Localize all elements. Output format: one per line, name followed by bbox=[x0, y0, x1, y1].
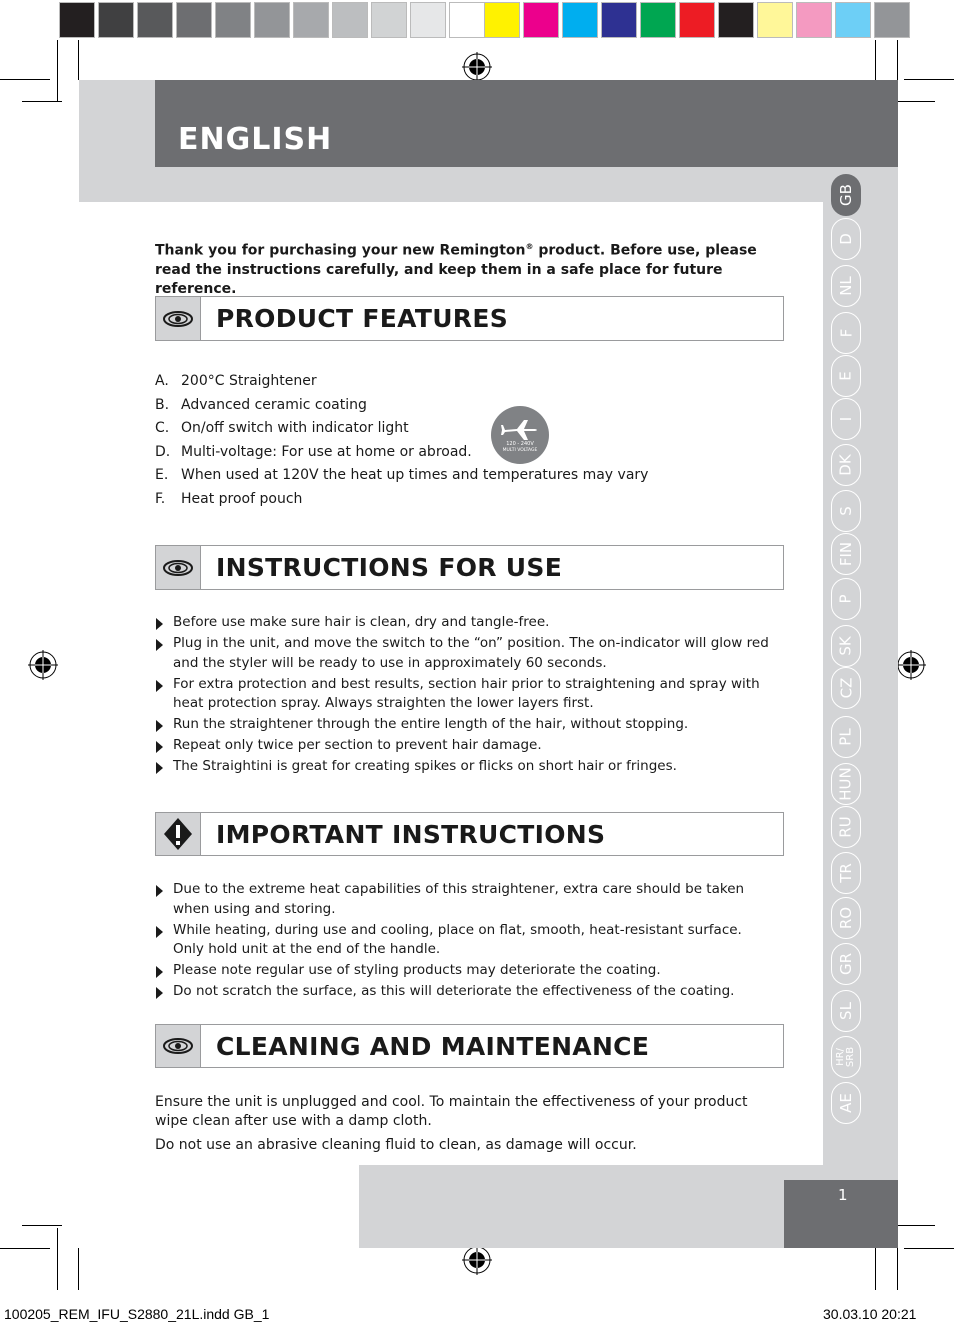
bullet-item: Run the straightener through the entire length of the hair, without stopping. bbox=[155, 715, 775, 735]
language-tab-nl[interactable] bbox=[831, 265, 861, 307]
process-swatch bbox=[796, 2, 832, 38]
crop-mark bbox=[895, 101, 935, 102]
feature-letter: F. bbox=[155, 490, 166, 507]
language-tab-gb[interactable] bbox=[831, 174, 861, 216]
voltage-badge-line2: MULTI VOLTAGE bbox=[502, 448, 538, 453]
process-swatch bbox=[679, 2, 715, 38]
cleaning-paragraph: Ensure the unit is unplugged and cool. To maintain the effectiveness of your product wipe clean after use with a damp cloth. bbox=[155, 1094, 748, 1129]
registration-mark-icon bbox=[28, 650, 58, 680]
feature-text: 200°C Straightener bbox=[181, 373, 317, 389]
language-tab-label: S bbox=[837, 506, 855, 516]
crop-mark bbox=[22, 101, 62, 102]
crop-mark bbox=[22, 1225, 62, 1226]
language-tab-label: SL bbox=[836, 1002, 855, 1020]
process-swatch bbox=[484, 2, 520, 38]
crop-mark bbox=[897, 40, 898, 80]
grey-swatch bbox=[137, 2, 173, 38]
language-tab-label: HUN bbox=[837, 767, 856, 801]
language-tab-sl[interactable] bbox=[831, 990, 861, 1032]
process-swatch bbox=[640, 2, 676, 38]
feature-letter: C. bbox=[155, 420, 170, 436]
section-title: INSTRUCTIONS FOR USE bbox=[216, 553, 563, 582]
language-tab-hrsrb[interactable] bbox=[831, 1036, 861, 1078]
grey-swatch bbox=[449, 2, 485, 38]
language-tab-label: AE bbox=[837, 1093, 855, 1113]
eye-icon bbox=[156, 546, 201, 589]
feature-text: Heat proof pouch bbox=[181, 490, 303, 507]
crop-mark bbox=[0, 79, 50, 80]
bullet-item: Please note regular use of styling products may deteriorate the coating. bbox=[155, 961, 775, 981]
language-tab-tr[interactable] bbox=[831, 852, 861, 894]
process-color-bar bbox=[482, 0, 911, 40]
section-title: PRODUCT FEATURES bbox=[216, 304, 509, 333]
language-tab-d[interactable] bbox=[831, 218, 861, 260]
feature-text: On/off switch with indicator light bbox=[181, 420, 409, 436]
process-swatch bbox=[718, 2, 754, 38]
registration-mark-icon bbox=[462, 1245, 492, 1275]
feature-item bbox=[155, 370, 755, 394]
language-tab-label: CZ bbox=[837, 677, 855, 699]
feature-letter: B. bbox=[155, 396, 170, 413]
bullet-item: For extra protection and best results, section hair prior to straightening and spray with heat protection spray. Always straighten the lower layers first. bbox=[155, 675, 775, 714]
feature-letter: D. bbox=[155, 443, 171, 460]
process-swatch bbox=[835, 2, 871, 38]
feature-text: Multi-voltage: For use at home or abroad. bbox=[181, 443, 472, 460]
section-title: IMPORTANT INSTRUCTIONS bbox=[216, 820, 606, 849]
bullet-item: Due to the extreme heat capabilities of this straightener, extra care should be taken when using and storing. bbox=[155, 880, 775, 919]
grey-swatch bbox=[215, 2, 251, 38]
language-tab-cz[interactable] bbox=[831, 667, 861, 709]
language-tab-label: P bbox=[836, 594, 855, 604]
feature-item bbox=[155, 394, 755, 418]
intro-text-part: product. Before use, please read the instructions carefully, and keep them in a safe place for future reference. bbox=[155, 242, 757, 297]
process-swatch bbox=[757, 2, 793, 38]
registration-mark-icon bbox=[462, 52, 492, 82]
section-instructions-for-use bbox=[155, 545, 784, 590]
multi-voltage-badge bbox=[491, 406, 549, 464]
page-number: 1 bbox=[838, 1186, 848, 1204]
language-tab-hun[interactable] bbox=[831, 763, 861, 805]
language-tab-ru[interactable] bbox=[831, 806, 861, 848]
crop-mark bbox=[57, 40, 58, 102]
grey-swatch bbox=[176, 2, 212, 38]
crop-mark bbox=[904, 79, 954, 80]
language-tab-label: HR/ SRB bbox=[835, 1046, 856, 1068]
eye-icon bbox=[156, 297, 201, 340]
language-tab-i[interactable] bbox=[831, 398, 861, 440]
crop-mark bbox=[0, 1248, 50, 1249]
feature-text: When used at 120V the heat up times and temperatures may vary bbox=[181, 467, 649, 483]
bullet-item: Do not scratch the surface, as this will deteriorate the effectiveness of the coating. bbox=[155, 982, 775, 1002]
crop-mark bbox=[897, 1248, 898, 1290]
crop-mark bbox=[78, 1248, 79, 1290]
feature-letter: E. bbox=[155, 467, 169, 483]
important-list bbox=[155, 880, 775, 1003]
language-tab-label: NL bbox=[836, 276, 855, 296]
language-tab-label: SK bbox=[836, 636, 855, 656]
grey-swatch bbox=[332, 2, 368, 38]
bullet-item: Before use make sure hair is clean, dry and tangle-free. bbox=[155, 613, 775, 633]
crop-mark bbox=[895, 1225, 935, 1226]
language-tab-fin[interactable] bbox=[831, 533, 861, 575]
intro-text-part: Thank you for purchasing your new Remington bbox=[155, 242, 526, 259]
language-tab-ae[interactable] bbox=[831, 1082, 861, 1124]
language-tab-label: RO bbox=[836, 906, 855, 930]
grey-swatch bbox=[98, 2, 134, 38]
language-tab-label: DK bbox=[836, 454, 855, 476]
language-tab-s[interactable] bbox=[831, 490, 861, 532]
language-tab-p[interactable] bbox=[831, 578, 861, 620]
language-tab-label: I bbox=[837, 416, 855, 422]
eye-icon bbox=[156, 1025, 201, 1067]
process-swatch bbox=[523, 2, 559, 38]
language-tab-sk[interactable] bbox=[831, 625, 861, 667]
language-tab-e[interactable] bbox=[831, 355, 861, 397]
cleaning-paragraph: Do not use an abrasive cleaning fluid to clean, as damage will occur. bbox=[155, 1137, 637, 1153]
bullet-item: Plug in the unit, and move the switch to the “on” position. The on-indicator will glow red and the styler will be ready to use in approximately 60 seconds. bbox=[155, 634, 775, 673]
registered-mark: ® bbox=[525, 242, 534, 251]
feature-letter: A. bbox=[155, 373, 169, 389]
crop-mark bbox=[57, 1228, 58, 1290]
grey-swatch bbox=[59, 2, 95, 38]
voltage-badge-line1: 120 - 240V bbox=[506, 441, 534, 447]
language-tab-label: D bbox=[837, 233, 855, 245]
language-tab-dk[interactable] bbox=[831, 444, 861, 486]
language-tab-pl[interactable] bbox=[831, 716, 861, 758]
language-tab-ro[interactable] bbox=[831, 897, 861, 939]
language-tab-label: RU bbox=[837, 816, 855, 838]
feature-text: Advanced ceramic coating bbox=[181, 396, 367, 413]
feature-item bbox=[155, 417, 755, 441]
feature-item bbox=[155, 441, 755, 465]
process-swatch bbox=[874, 2, 910, 38]
warning-icon bbox=[156, 813, 201, 855]
features-list bbox=[155, 370, 755, 511]
intro-text bbox=[155, 237, 780, 299]
airplane-icon bbox=[491, 406, 549, 464]
feature-item bbox=[155, 488, 755, 512]
process-swatch bbox=[562, 2, 598, 38]
grey-swatch bbox=[254, 2, 290, 38]
grey-color-bar bbox=[57, 0, 486, 40]
section-title: CLEANING AND MAINTENANCE bbox=[216, 1032, 650, 1061]
language-tab-gr[interactable] bbox=[831, 943, 861, 985]
language-tab-label: E bbox=[836, 371, 855, 381]
language-tab-f[interactable] bbox=[831, 312, 861, 354]
crop-mark bbox=[904, 1248, 954, 1249]
instructions-list bbox=[155, 613, 775, 778]
bullet-item: While heating, during use and cooling, place on flat, smooth, heat-resistant surface. Only hold unit at the end of the handle. bbox=[155, 921, 775, 960]
language-tab-label: PL bbox=[837, 728, 855, 746]
grey-swatch bbox=[410, 2, 446, 38]
language-tab-label: TR bbox=[837, 863, 855, 883]
grey-swatch bbox=[371, 2, 407, 38]
bullet-item: The Straightini is great for creating spikes or flicks on short hair or fringes. bbox=[155, 757, 775, 777]
feature-item bbox=[155, 464, 755, 488]
section-product-features bbox=[155, 296, 784, 341]
grey-swatch bbox=[293, 2, 329, 38]
section-important-instructions bbox=[155, 812, 784, 856]
registration-mark-icon bbox=[896, 650, 926, 680]
page-title: ENGLISH bbox=[178, 122, 333, 157]
process-swatch bbox=[601, 2, 637, 38]
language-tab-label: F bbox=[836, 328, 855, 338]
section-cleaning-maintenance bbox=[155, 1024, 784, 1068]
bullet-item: Repeat only twice per section to prevent hair damage. bbox=[155, 736, 775, 756]
crop-mark bbox=[78, 40, 79, 80]
date-slug: 30.03.10 20:21 bbox=[823, 1306, 917, 1322]
language-tab-label: GB bbox=[836, 184, 855, 206]
language-tab-label: GR bbox=[836, 952, 855, 976]
file-slug: 100205_REM_IFU_S2880_21L.indd GB_1 bbox=[4, 1306, 270, 1322]
language-tab-label: FIN bbox=[837, 541, 855, 567]
